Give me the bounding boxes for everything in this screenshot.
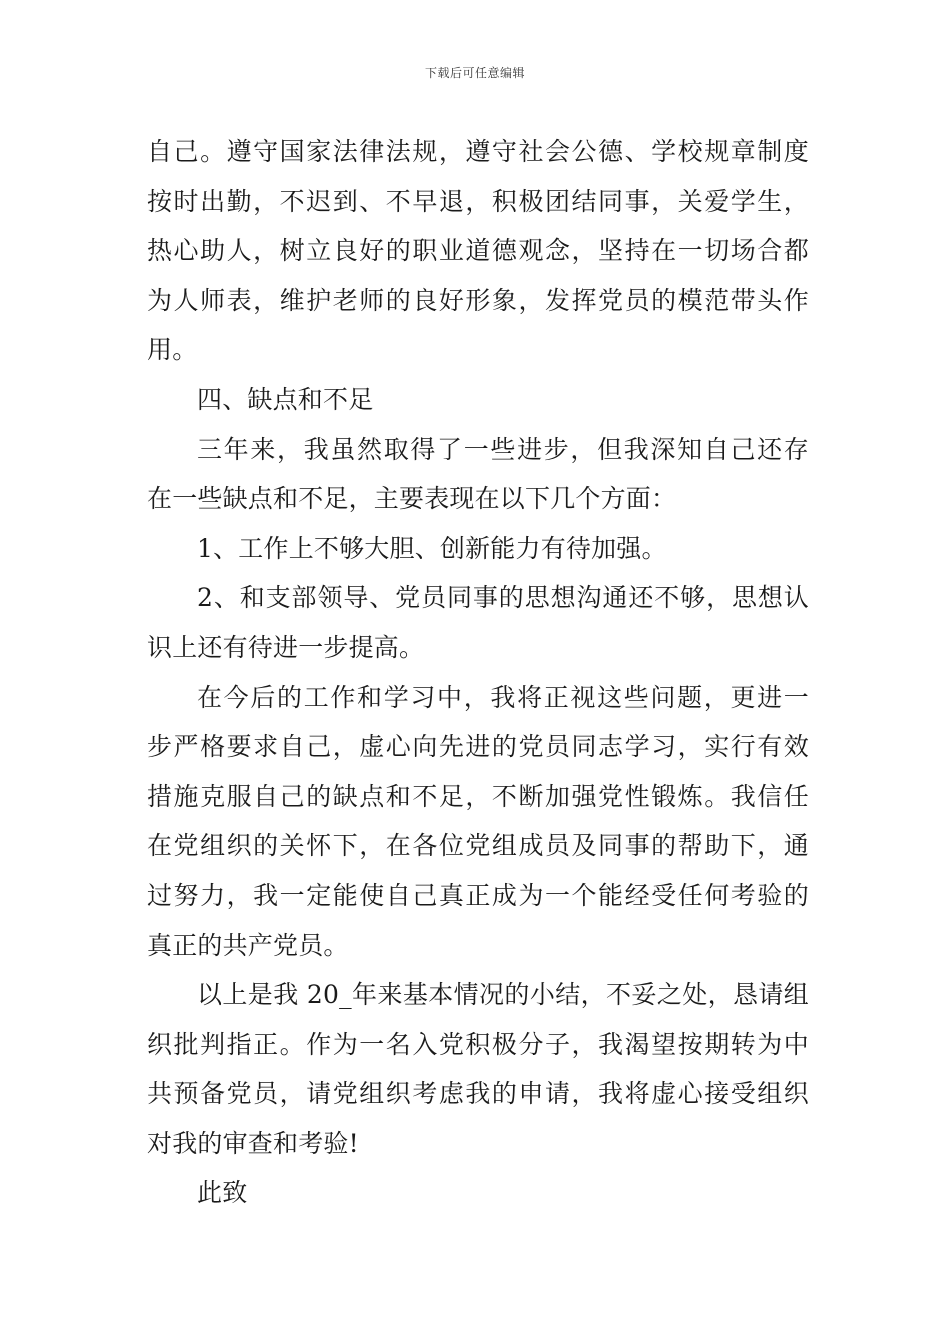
text-line: 四、缺点和不足 (197, 384, 374, 414)
text-line: 步严格要求自己，虚心向先进的党员同志学习，实行有效 (147, 732, 809, 762)
text-line: 织批判指正。作为一名入党积极分子，我渴望按期转为中 (147, 1029, 809, 1059)
text-line: 在一些缺点和不足，主要表现在以下几个方面： (147, 484, 677, 514)
text-line: 三年来，我虽然取得了一些进步，但我深知自己还存 (197, 434, 809, 464)
text-line: 在今后的工作和学习中，我将正视这些问题，更进一 (197, 682, 809, 712)
text-line: 为人师表，维护老师的良好形象，发挥党员的模范带头作 (147, 285, 809, 315)
text-line: 2、和支部领导、党员同事的思想沟通还不够，思想认 (197, 583, 809, 613)
text-line: 在党组织的关怀下，在各位党组成员及同事的帮助下，通 (147, 831, 809, 861)
text-line: 对我的审查和考验! (147, 1128, 359, 1158)
text-line: 此致 (197, 1178, 248, 1208)
page-header: 下载后可任意编辑 (424, 66, 525, 80)
text-line: 措施克服自己的缺点和不足，不断加强党性锻炼。我信任 (147, 781, 809, 811)
text-line: 共预备党员，请党组织考虑我的申请，我将虚心接受组织 (147, 1079, 809, 1109)
text-line: 以上是我 20_年来基本情况的小结，不妥之处，恳请组 (197, 980, 809, 1010)
text-line: 热心助人，树立良好的职业道德观念，坚持在一切场合都 (147, 236, 809, 266)
text-line: 真正的共产党员。 (147, 930, 349, 960)
text-line: 用。 (147, 335, 198, 365)
text-line: 自己。遵守国家法律法规，遵守社会公德、学校规章制度 (147, 137, 809, 166)
text-line: 过努力，我一定能使自己真正成为一个能经受任何考验的 (147, 880, 809, 910)
document-body (147, 127, 809, 1218)
text-line: 识上还有待进一步提高。 (147, 632, 425, 662)
text-line: 1、工作上不够大胆、创新能力有待加强。 (197, 533, 667, 563)
text-line: 按时出勤，不迟到、不早退，积极团结同事，关爱学生， (147, 186, 809, 216)
